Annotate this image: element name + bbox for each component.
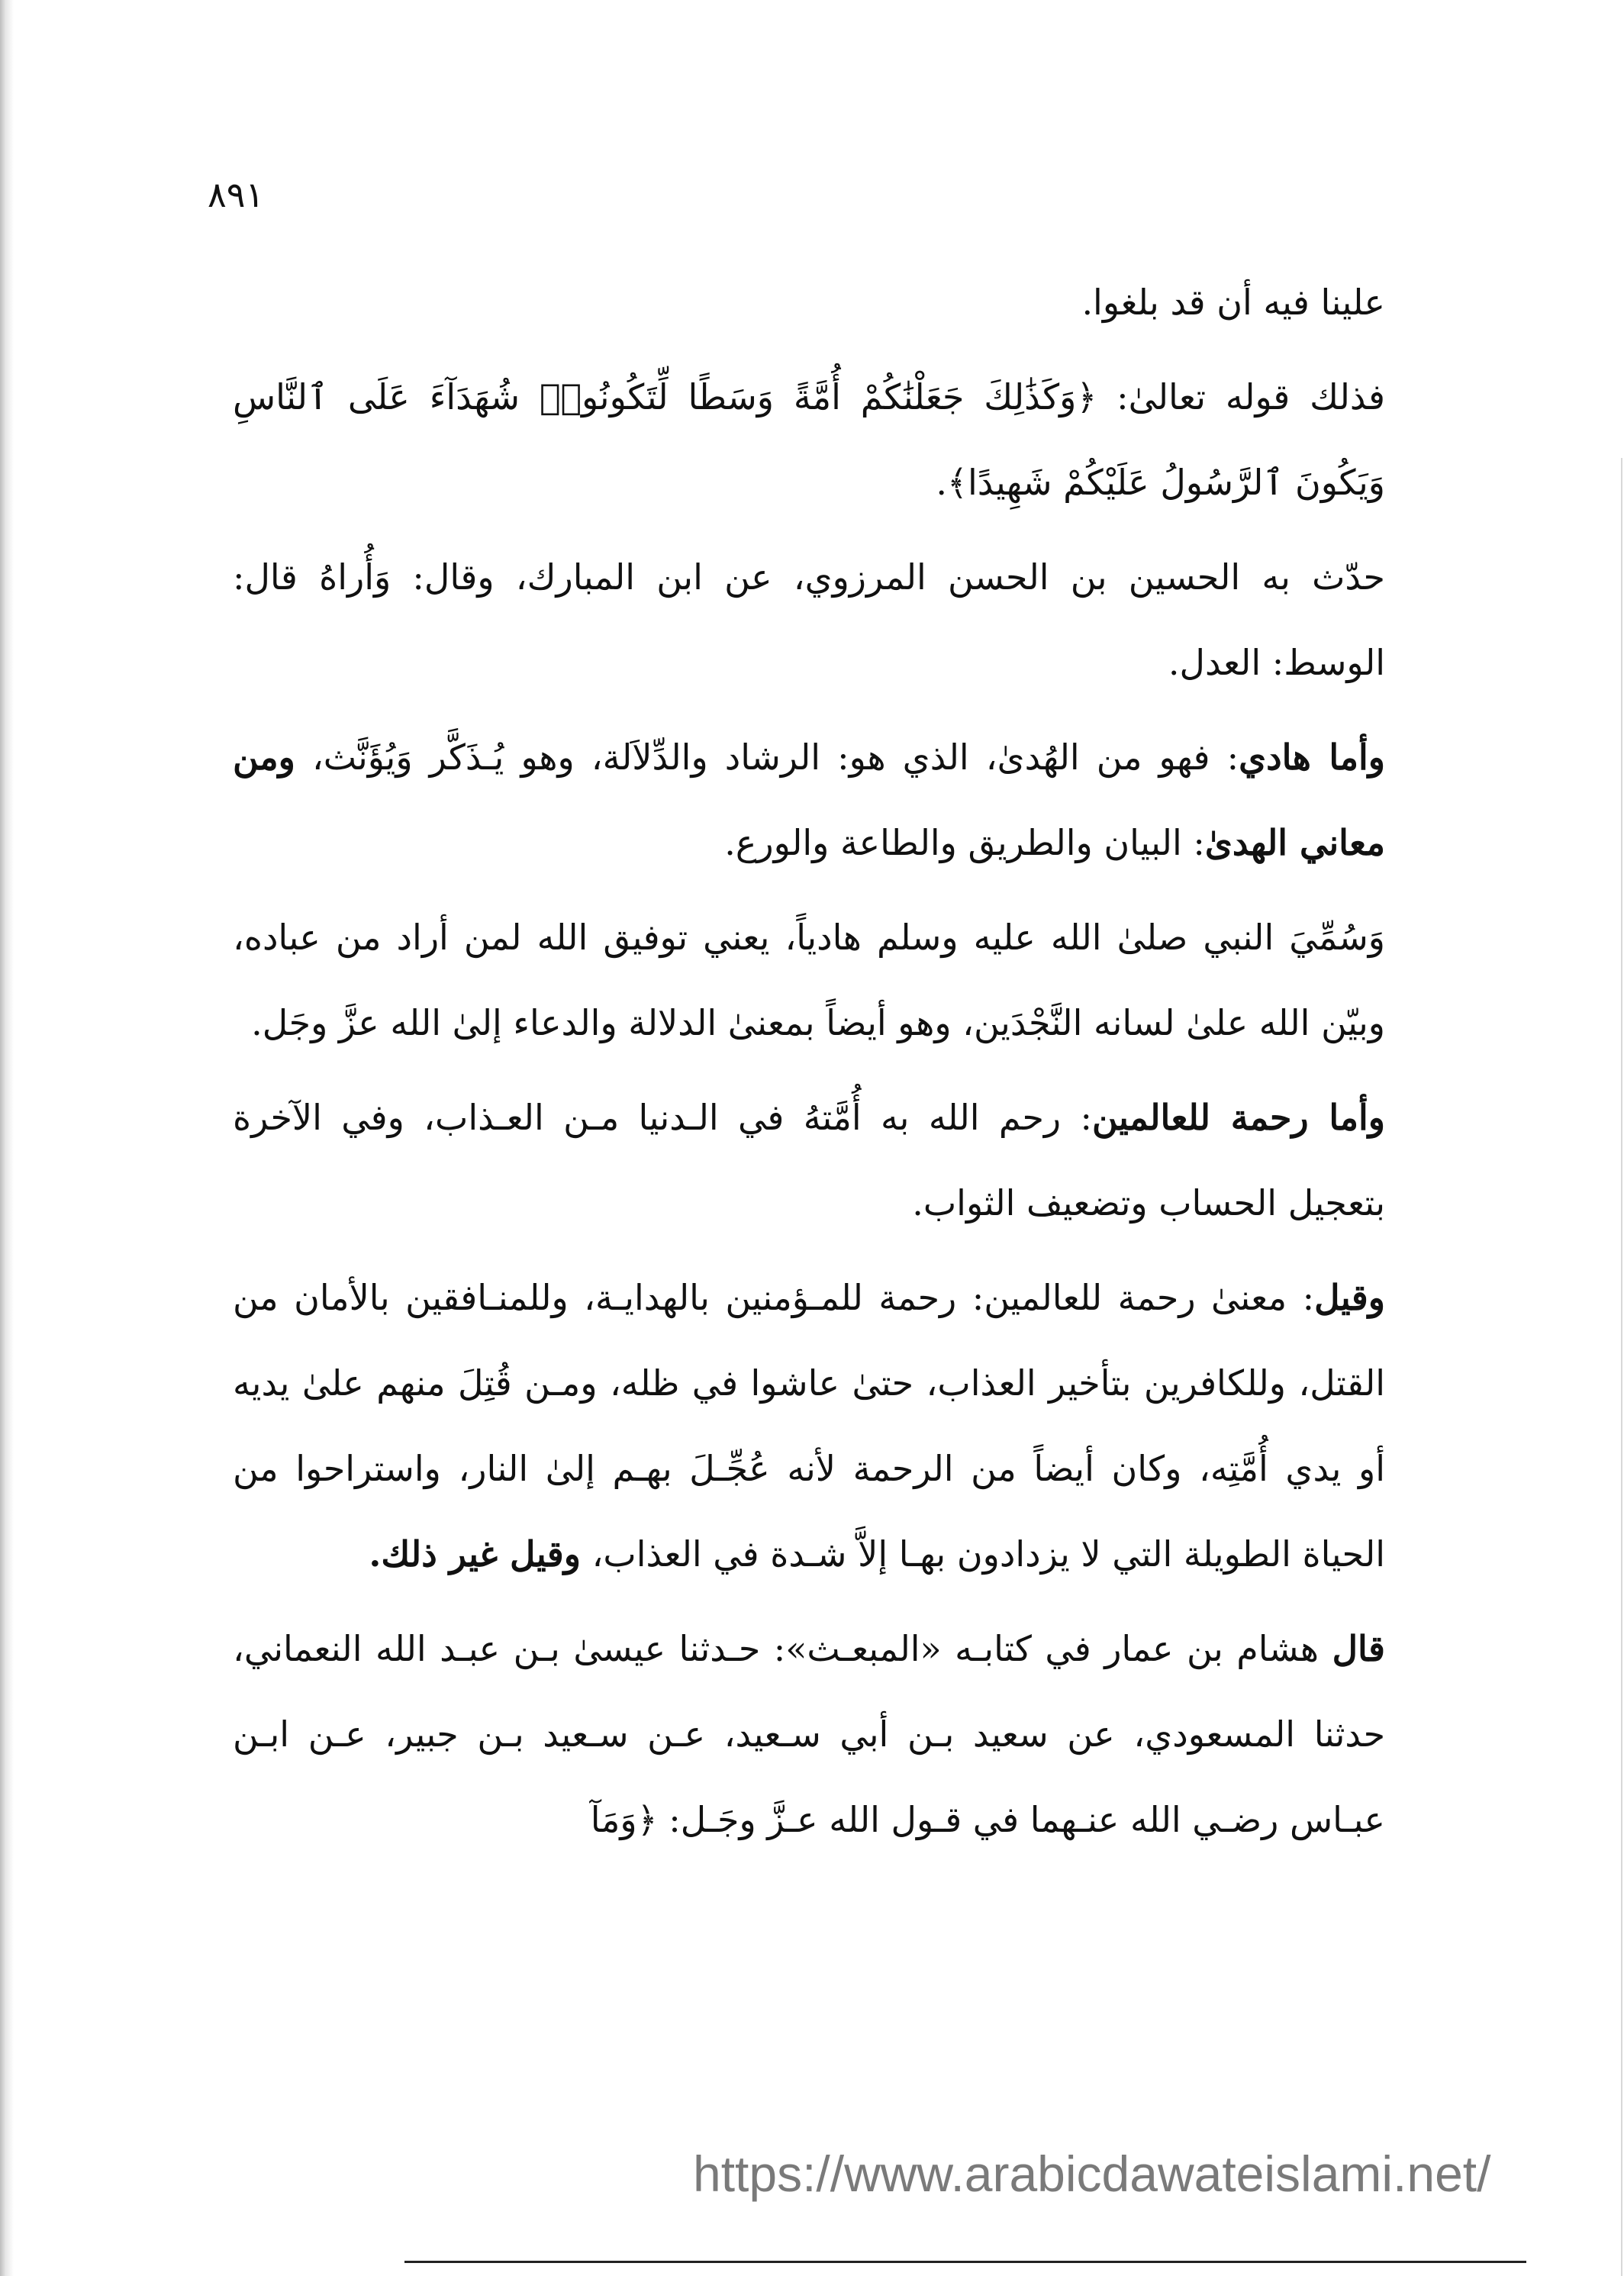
paragraph-text: : معنىٰ رحمة للعالمين: رحمة للمـؤمنين بالهدايـة، وللمنـافقين بالأمان من القتل، وللكافرين بتأخير العذاب، حتىٰ عاشوا في ظله، ومـن قُتِلَ منهم علىٰ يديه أو يدي أُمَّتِه، وكان أيضاً من الرحمة لأنه عُجِّـلَ بهـم إلىٰ النار، واستراحوا من الحياة الطويلة التي لا يزدادون بهـا إلاَّ شـدة في العذاب، bbox=[233, 1277, 1385, 1575]
paragraph bbox=[233, 354, 1385, 525]
paragraph bbox=[233, 260, 1385, 345]
bold-text: قال bbox=[1332, 1628, 1385, 1669]
bold-text: ومن معاني الهدىٰ bbox=[233, 737, 1385, 863]
paragraph-text: : البيان والطريق والطاعة والورع. bbox=[724, 822, 1205, 863]
body-text bbox=[233, 260, 1385, 1871]
scan-right-edge bbox=[1621, 458, 1622, 2276]
bold-text: وقيل bbox=[1314, 1277, 1385, 1318]
paragraph bbox=[233, 1075, 1385, 1246]
bold-text: وأما هادي bbox=[1239, 737, 1385, 778]
paragraph bbox=[233, 895, 1385, 1065]
bold-text: وقيل غير ذلك. bbox=[369, 1533, 581, 1575]
paragraph-text: فذلك قوله تعالىٰ: ﴿وَكَذَٰلِكَ جَعَلْنَٰكُمْ أُمَّةً وَسَطًا لِّتَكُونُوا۟ شُهَدَآءَ عَلَى ٱلنَّاسِ وَيَكُونَ ٱلرَّسُولُ عَلَيْكُمْ شَهِيدًا﴾. bbox=[233, 376, 1385, 503]
page-number: ٨٩١ bbox=[208, 174, 265, 215]
bold-text: وأما رحمة للعالمين bbox=[1092, 1097, 1386, 1138]
paragraph-text: علينا فيه أن قد بلغوا. bbox=[1081, 282, 1385, 323]
source-url: https://www.arabicdawateislami.net/ bbox=[693, 2145, 1491, 2202]
paragraph-text: حدّث به الحسين بن الحسن المرزوي، عن ابن المبارك، وقال: وَأُراهُ قال: الوسط: العدل. bbox=[233, 556, 1385, 683]
paragraph bbox=[233, 534, 1385, 705]
paragraph bbox=[233, 714, 1385, 885]
paragraph bbox=[233, 1606, 1385, 1862]
paragraph-text: : رحم الله به أُمَّتهُ في الـدنيا مـن العـذاب، وفي الآخرة بتعجيل الحساب وتضعيف الثواب. bbox=[233, 1097, 1385, 1223]
paragraph bbox=[233, 1255, 1385, 1597]
paragraph-text: : فهو من الهُدىٰ، الذي هو: الرشاد والدِّلاَلة، وهو يُـذَكَّر وَيُؤَنَّث، bbox=[295, 737, 1239, 778]
paragraph-text: هشام بن عمار في كتابـه «المبعـث»: حـدثنا عيسىٰ بـن عبـد الله النعماني، حدثنا المسعودي، عن سعيد بـن أبي سـعيد، عـن سـعيد بـن جبير، عـن ابـن عبـاس رضـي الله عنـهما في قـول الله عـزَّ وجَـل: ﴿وَمَآ bbox=[233, 1628, 1385, 1840]
paragraph-text: وَسُمِّيَ النبي صلىٰ الله عليه وسلم هادياً، يعني توفيق الله لمن أراد من عباده، وبيّن الله علىٰ لسانه النَّجْدَين، وهو أيضاً بمعنىٰ الدلالة والدعاء إلىٰ الله عزَّ وجَل. bbox=[233, 917, 1385, 1043]
bottom-rule bbox=[404, 2261, 1526, 2263]
scan-left-edge bbox=[0, 0, 14, 2276]
